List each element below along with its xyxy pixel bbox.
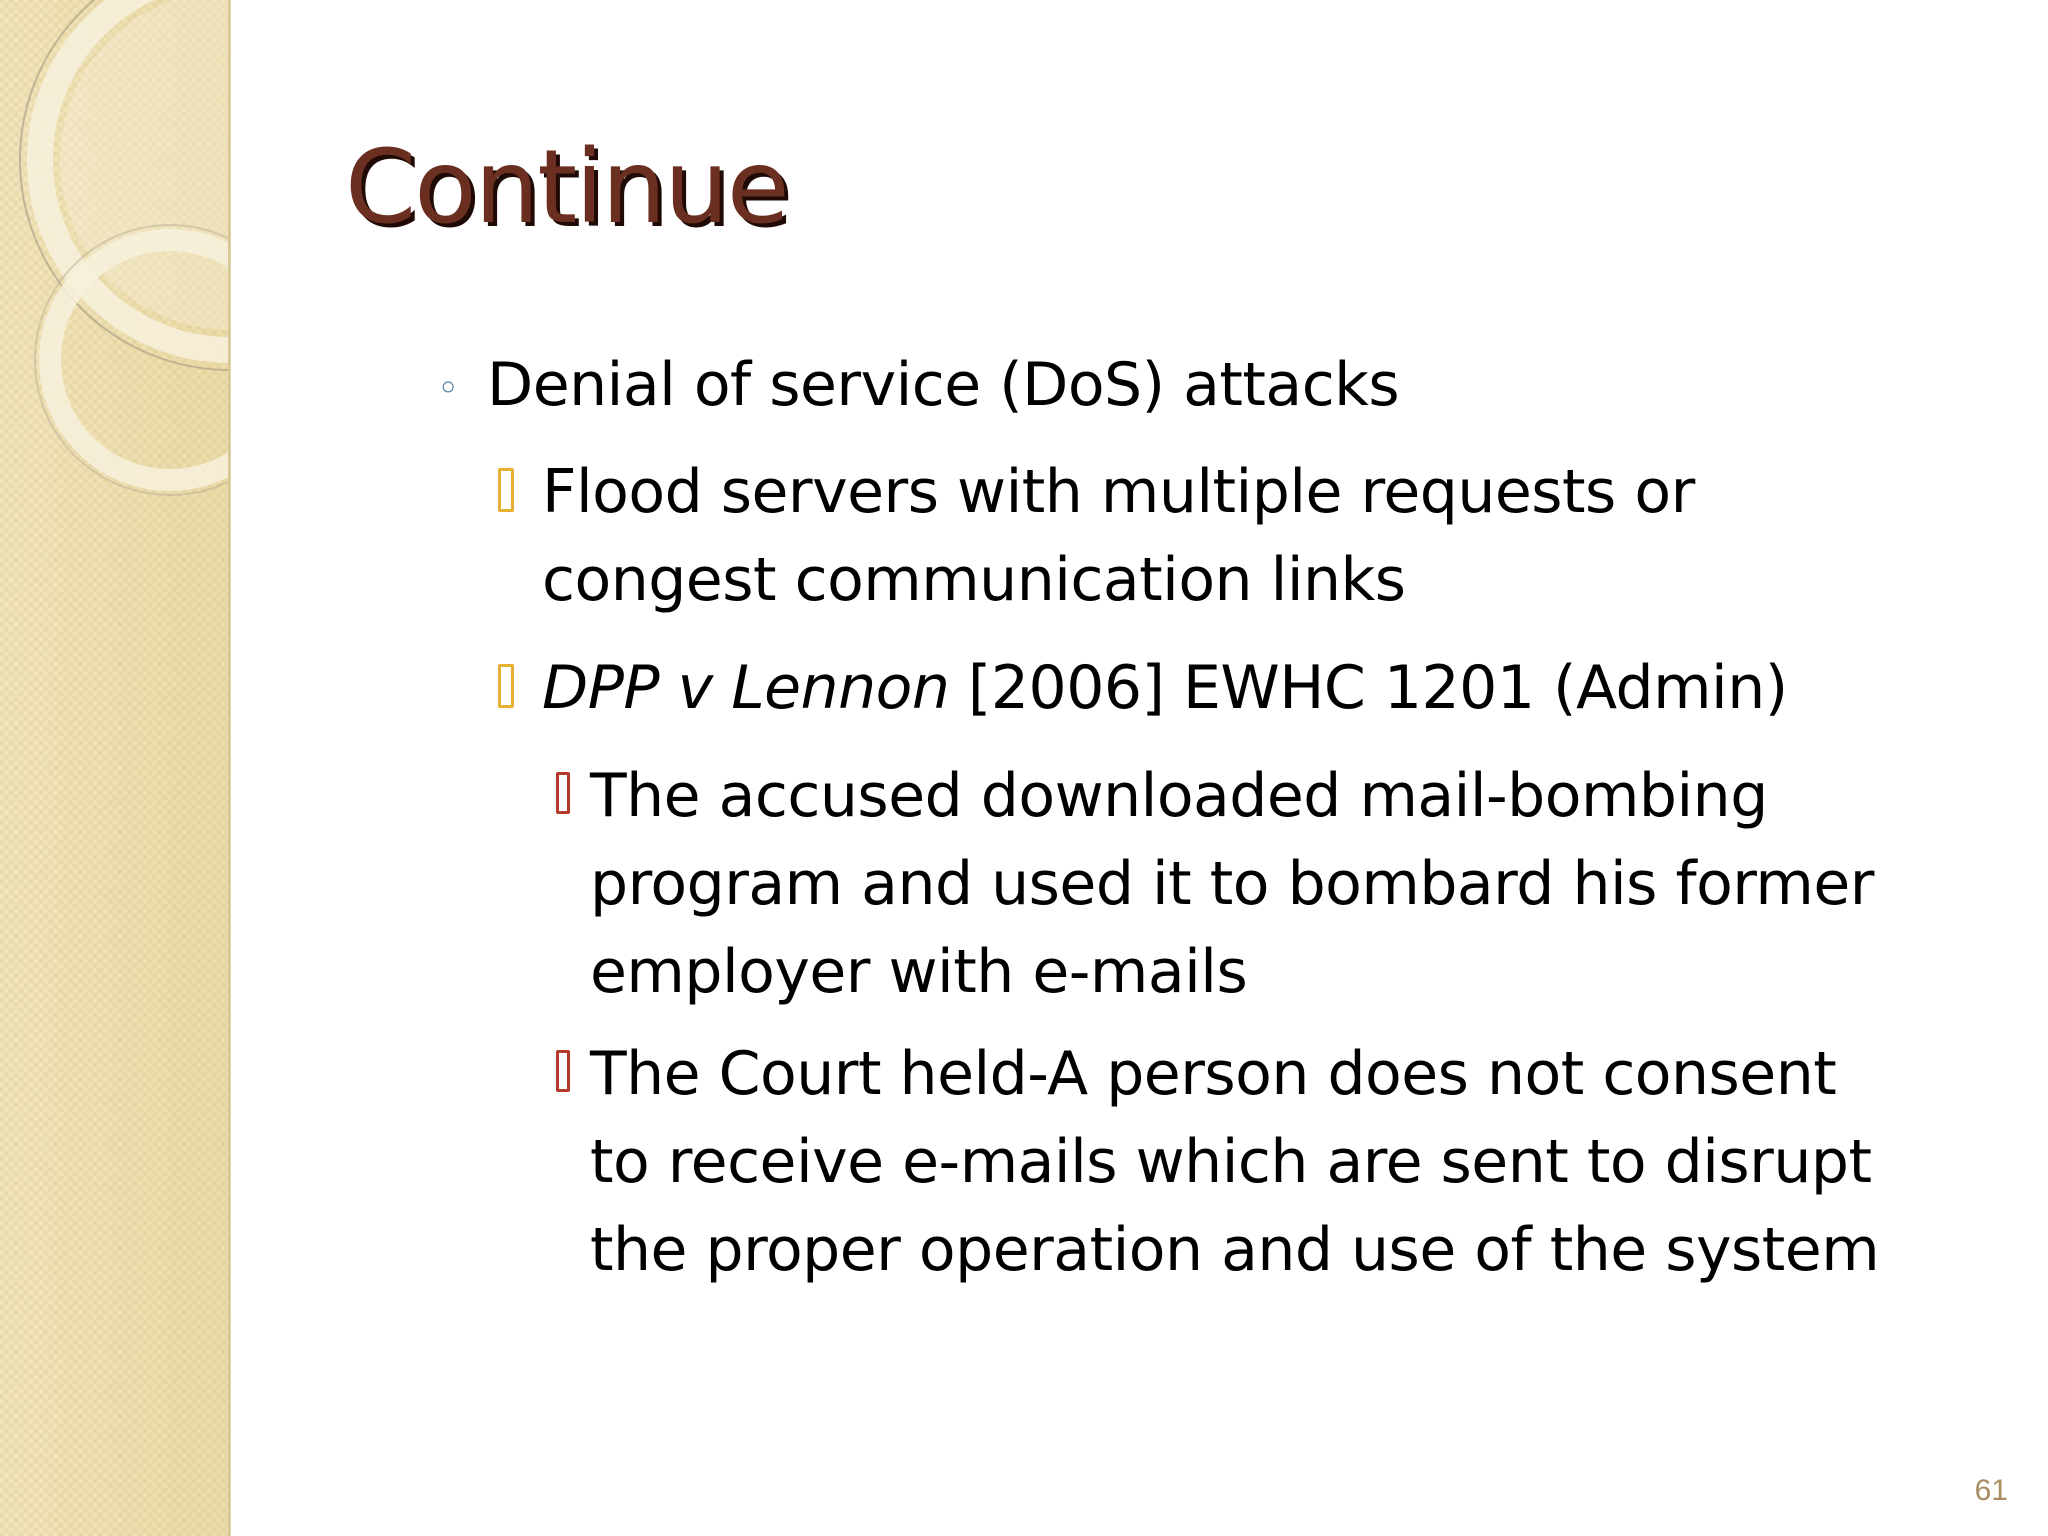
bullet-level3-a-line1: The accused downloaded mail-bombing [590,761,1768,831]
case-citation: [2006] EWHC 1201 (Admin) [949,653,1788,723]
box-bullet-icon [498,468,514,512]
bullet-level1-text: Denial of service (DoS) attacks [487,350,1400,420]
bullet-level3-a-line3: employer with e-mails [590,937,1248,1007]
circle-bullet-icon: ◦ [437,366,460,410]
bullet-level3-b-line3: the proper operation and use of the system [590,1215,1880,1285]
box-bullet-icon [556,1050,570,1092]
bullet-level3-a-line2: program and used it to bombard his former [590,849,1874,919]
slide-title: Continue [345,128,788,247]
bullet-level2-b-text [542,644,1788,732]
case-name: DPP v Lennon [542,653,950,723]
bullet-level3-b-line2: to receive e-mails which are sent to disrupt [590,1127,1872,1197]
page-number: 61 [1974,1474,2008,1507]
box-bullet-icon [498,664,514,708]
bullet-level2-a-line1: Flood servers with multiple requests or [542,457,1695,527]
bullet-level3-b-line1: The Court held-A person does not consent [590,1039,1837,1109]
bullet-level2-a-line2: congest communication links [542,545,1406,615]
box-bullet-icon [556,772,570,814]
